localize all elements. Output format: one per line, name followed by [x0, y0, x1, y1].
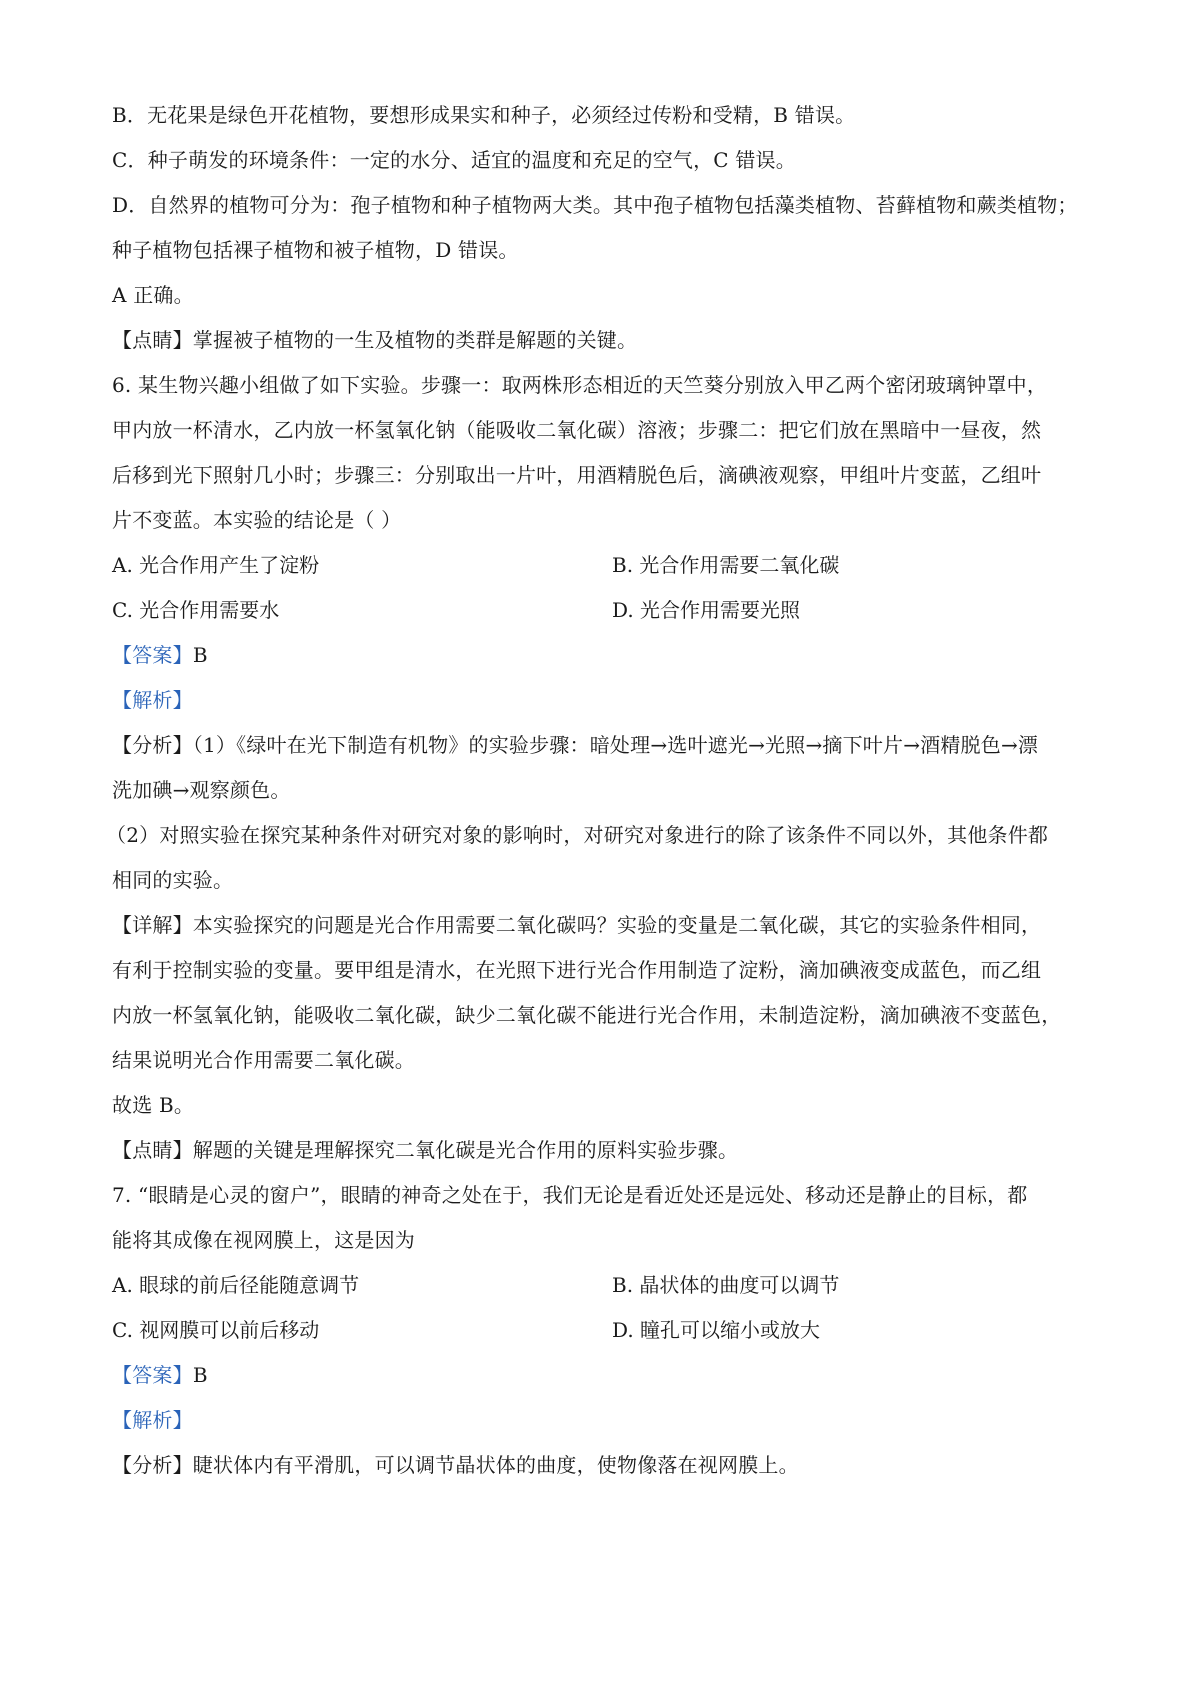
choose-line: 故选 B。 — [112, 1093, 195, 1117]
analysis-line: 【分析】（1）《绿叶在光下制造有机物》的实验步骤：暗处理→选叶遮光→光照→摘下叶片→酒精脱色→漂 — [112, 733, 1039, 757]
question-7-answer — [112, 1361, 1102, 1389]
question-6-stem: 后移到光下照射几小时；步骤三：分别取出一片叶，用酒精脱色后，滴碘液观察，甲组叶片变蓝，乙组叶 — [112, 463, 1042, 487]
note-line: 【点睛】掌握被子植物的一生及植物的类群是解题的关键。 — [112, 328, 638, 352]
text-line: A 正确。 — [112, 283, 194, 307]
text-line: D．自然界的植物可分为：孢子植物和种子植物两大类。其中孢子植物包括藻类植物、苔藓植物和蕨类植物； — [112, 193, 1078, 217]
detail-line: 结果说明光合作用需要二氧化碳。 — [112, 1048, 415, 1072]
analysis-line: 【分析】睫状体内有平滑肌，可以调节晶状体的曲度，使物像落在视网膜上。 — [112, 1453, 799, 1477]
question-7-stem: 能将其成像在视网膜上，这是因为 — [112, 1228, 415, 1252]
question-7-stem: 7. “眼睛是心灵的窗户”，眼睛的神奇之处在于，我们无论是看近处还是远处、移动还是静止的目标，都 — [112, 1183, 1028, 1207]
detail-line: 【详解】本实验探究的问题是光合作用需要二氧化碳吗？实验的变量是二氧化碳，其它的实验条件相同， — [112, 913, 1042, 937]
question-7-option-c: C. 视网膜可以前后移动 — [112, 1318, 320, 1342]
answer-value: B — [192, 1363, 208, 1387]
question-7-option-d: D. 瞳孔可以缩小或放大 — [612, 1318, 821, 1342]
question-6-option-d: D. 光合作用需要光照 — [612, 598, 801, 622]
question-7-option-a: A. 眼球的前后径能随意调节 — [112, 1273, 360, 1297]
question-6-stem: 甲内放一杯清水，乙内放一杯氢氧化钠（能吸收二氧化碳）溶液；步骤二：把它们放在黑暗中一昼夜，然 — [112, 418, 1042, 442]
note-line: 【点睛】解题的关键是理解探究二氧化碳是光合作用的原料实验步骤。 — [112, 1138, 739, 1162]
answer-value: B — [192, 643, 208, 667]
question-6-stem: 片不变蓝。本实验的结论是（ ） — [112, 508, 402, 532]
question-6-option-b: B. 光合作用需要二氧化碳 — [612, 553, 840, 577]
question-6-stem: 6. 某生物兴趣小组做了如下实验。步骤一：取两株形态相近的天竺葵分别放入甲乙两个密闭玻璃钟罩中， — [112, 373, 1048, 397]
question-6-option-a: A. 光合作用产生了淀粉 — [112, 553, 320, 577]
text-line: C．种子萌发的环境条件：一定的水分、适宜的温度和充足的空气，C 错误。 — [112, 148, 796, 172]
text-line: 种子植物包括裸子植物和被子植物，D 错误。 — [112, 238, 519, 262]
analysis-line: 洗加碘→观察颜色。 — [112, 778, 291, 802]
analysis-tag: 【解析】 — [112, 688, 193, 712]
analysis-line: 相同的实验。 — [112, 868, 234, 892]
detail-line: 有利于控制实验的变量。要甲组是清水，在光照下进行光合作用制造了淀粉，滴加碘液变成蓝色，而乙组 — [112, 958, 1042, 982]
answer-tag: 【答案】 — [112, 643, 193, 667]
question-7-option-b: B. 晶状体的曲度可以调节 — [612, 1273, 840, 1297]
question-6-option-c: C. 光合作用需要水 — [112, 598, 280, 622]
detail-line: 内放一杯氢氧化钠，能吸收二氧化碳，缺少二氧化碳不能进行光合作用，未制造淀粉，滴加碘液不变蓝色， — [112, 1003, 1062, 1027]
analysis-line: （2）对照实验在探究某种条件对研究对象的影响时，对研究对象进行的除了该条件不同以外，其他条件都 — [106, 823, 1049, 847]
answer-tag: 【答案】 — [112, 1363, 193, 1387]
question-6-answer — [112, 641, 1102, 669]
text-line: B．无花果是绿色开花植物，要想形成果实和种子，必须经过传粉和受精，B 错误。 — [112, 103, 856, 127]
analysis-tag: 【解析】 — [112, 1408, 193, 1432]
